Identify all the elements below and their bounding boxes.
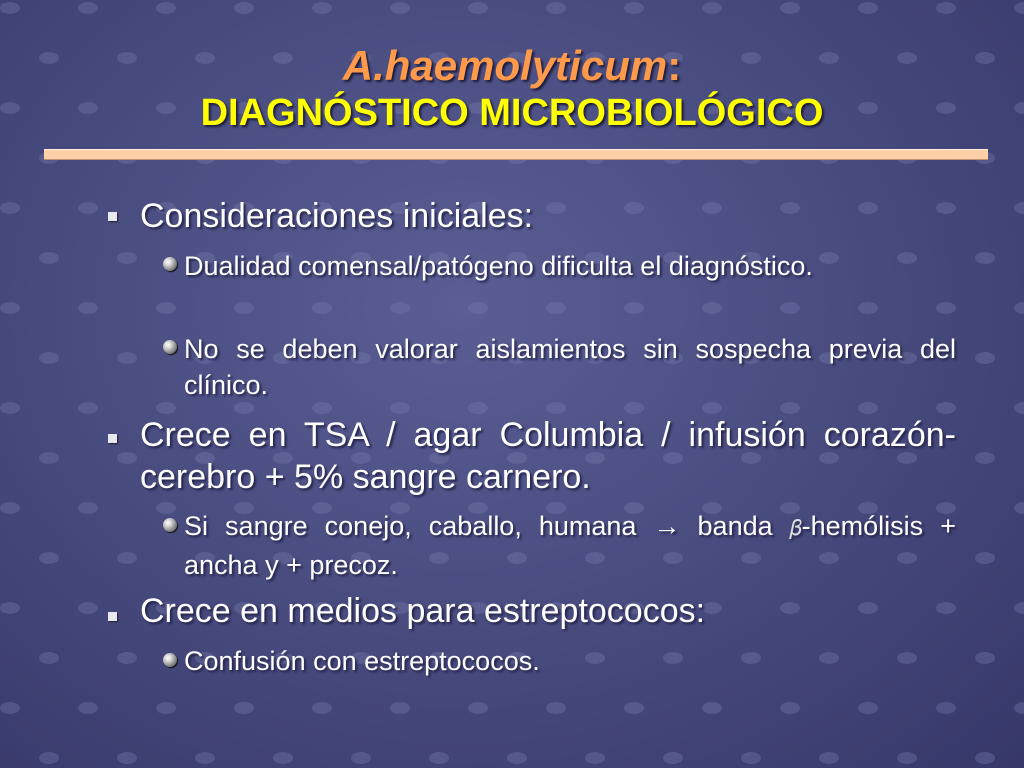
bullet-1-sub-1: Dualidad comensal/patógeno dificulta el diagnóstico. [184,251,813,281]
square-bullet-icon [108,212,117,221]
title-colon: : [667,42,682,89]
title-heading: DIAGNÓSTICO MICROBIOLÓGICO [200,92,824,134]
bullet-3-text: Crece en medios para estreptococos: [140,592,706,630]
square-bullet-icon [108,434,117,443]
title-organism-line [0,42,1024,90]
sphere-bullet-icon [163,518,177,532]
sub-text-before: Si sangre conejo, caballo, humana → banda [184,511,773,541]
sphere-bullet-icon [163,257,177,271]
title-divider [44,149,988,160]
sub-text-after: -hemólisis + ancha y + precoz. [184,511,956,580]
beta-symbol-glyph: 𝛽 [789,516,802,541]
sphere-bullet-icon [163,653,177,667]
bullet-3-sub-1: Confusión con estreptococos. [184,646,540,676]
bullet-2-text: Crece en TSA / agar Columbia / infusión corazón-cerebro + 5% sangre carnero. [140,416,956,496]
bullet-1-sub-2: No se deben valorar aislamientos sin sospecha previa del clínico. [184,334,956,400]
organism-name: A.haemolyticum [342,42,668,89]
bullet-1-text: Consideraciones iniciales: [140,197,534,235]
slide-title [0,42,1024,136]
bullet-2-sub-1 [184,508,956,583]
square-bullet-icon [108,612,117,621]
sphere-bullet-icon [163,340,177,354]
